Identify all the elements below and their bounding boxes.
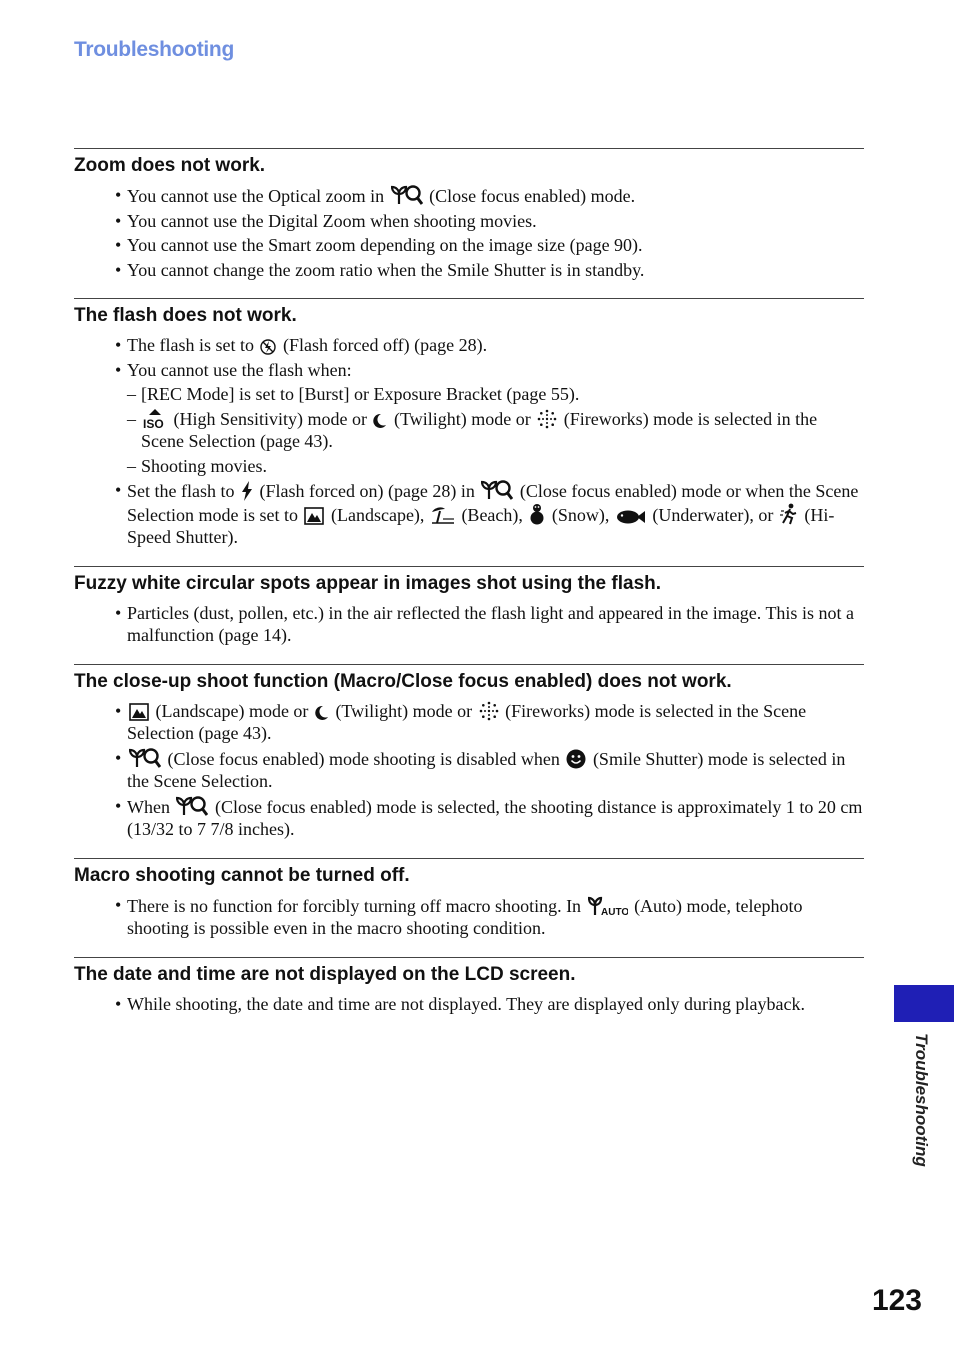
section-title: The flash does not work. xyxy=(74,305,297,326)
section-flash xyxy=(74,298,864,549)
list-item: • (Landscape) mode or (Twilight) mode or (Fireworks) mode is selected in the Scene Selection (page 43). xyxy=(74,700,864,745)
page-number: 123 xyxy=(871,1284,922,1317)
section-close-up xyxy=(74,664,864,841)
list-item: • You cannot use the Smart zoom depending on the image size (page 90). xyxy=(74,234,864,257)
bullet-list xyxy=(74,184,864,281)
list-item: • While shooting, the date and time are not displayed. They are displayed only during playback. xyxy=(74,993,864,1016)
section-fuzzy-spots xyxy=(74,566,864,647)
list-item: • Set the flash to (Flash forced on) (page 28) in (Close focus enabled) mode or when the Scene Selection mode is set to (Landscape), (Beach), (Snow), (Underwater), or (Hi-Speed Shutter). xyxy=(74,479,864,549)
section-zoom xyxy=(74,148,864,281)
smile-shutter-icon xyxy=(566,749,586,769)
sub-list-item: – (High Sensitivity) mode or (Twilight) mode or (Fireworks) mode is selected in the Scene Selection (page 43). xyxy=(74,408,864,453)
close-focus-enabled-icon xyxy=(129,747,161,769)
high-sensitivity-iso-icon xyxy=(143,409,167,429)
bullet-list xyxy=(74,602,864,647)
section-title: The close-up shoot function (Macro/Close focus enabled) does not work. xyxy=(74,670,732,692)
close-focus-enabled-icon xyxy=(176,795,208,817)
chapter-tab-marker xyxy=(894,985,954,1022)
close-focus-enabled-icon xyxy=(481,479,513,501)
section-title: The date and time are not displayed on the LCD screen. xyxy=(74,963,576,985)
sub-list-item: – Shooting movies. xyxy=(74,455,864,478)
hi-speed-shutter-icon xyxy=(780,503,798,525)
auto-mode-icon xyxy=(588,894,628,916)
list-item: • (Close focus enabled) mode shooting is disabled when (Smile Shutter) mode is selected in the Scene Selection. xyxy=(74,747,864,793)
list-item: • You cannot change the zoom ratio when the Smile Shutter is in standby. xyxy=(74,259,864,282)
landscape-icon xyxy=(304,507,324,525)
flash-forced-off-icon xyxy=(260,339,276,355)
snow-icon xyxy=(529,503,545,525)
twilight-moon-icon xyxy=(315,705,329,721)
list-item: • When (Close focus enabled) mode is selected, the shooting distance is approximately 1 to 20 cm (13/32 to 7 7/8 inches). xyxy=(74,795,864,841)
chapter-tab-label: Troubleshooting xyxy=(912,1033,931,1167)
section-title: Zoom does not work. xyxy=(74,155,266,176)
fireworks-icon xyxy=(537,409,557,429)
bullet-list xyxy=(74,700,864,841)
running-head-title: Troubleshooting xyxy=(74,38,234,61)
troubleshooting-content xyxy=(74,148,864,1032)
list-item: • You cannot use the flash when: xyxy=(74,359,864,382)
beach-icon xyxy=(431,505,455,525)
bullet-list xyxy=(74,993,864,1016)
section-title: Macro shooting cannot be turned off. xyxy=(74,864,410,886)
list-item: • Particles (dust, pollen, etc.) in the air reflected the flash light and appeared in the image. This is not a malfunction (page 14). xyxy=(74,602,864,647)
list-item: • The flash is set to (Flash forced off) (page 28). xyxy=(74,334,864,357)
sub-list-item: – [REC Mode] is set to [Burst] or Exposure Bracket (page 55). xyxy=(74,383,864,406)
underwater-fish-icon xyxy=(616,509,646,525)
section-date-time xyxy=(74,957,864,1016)
list-item: • You cannot use the Optical zoom in (Close focus enabled) mode. xyxy=(74,184,864,208)
fireworks-icon xyxy=(479,701,499,721)
section-title: Fuzzy white circular spots appear in images shot using the flash. xyxy=(74,572,662,594)
close-focus-enabled-icon xyxy=(391,184,423,206)
bullet-list xyxy=(74,894,864,940)
bullet-list xyxy=(74,334,864,549)
list-item: • There is no function for forcibly turning off macro shooting. In (Auto) mode, telephoto shooting is possible even in the macro shooting condition. xyxy=(74,894,864,940)
landscape-icon xyxy=(129,703,149,721)
flash-forced-on-icon xyxy=(241,481,253,501)
twilight-moon-icon xyxy=(373,413,387,429)
section-macro xyxy=(74,858,864,940)
list-item: • You cannot use the Digital Zoom when shooting movies. xyxy=(74,210,864,233)
